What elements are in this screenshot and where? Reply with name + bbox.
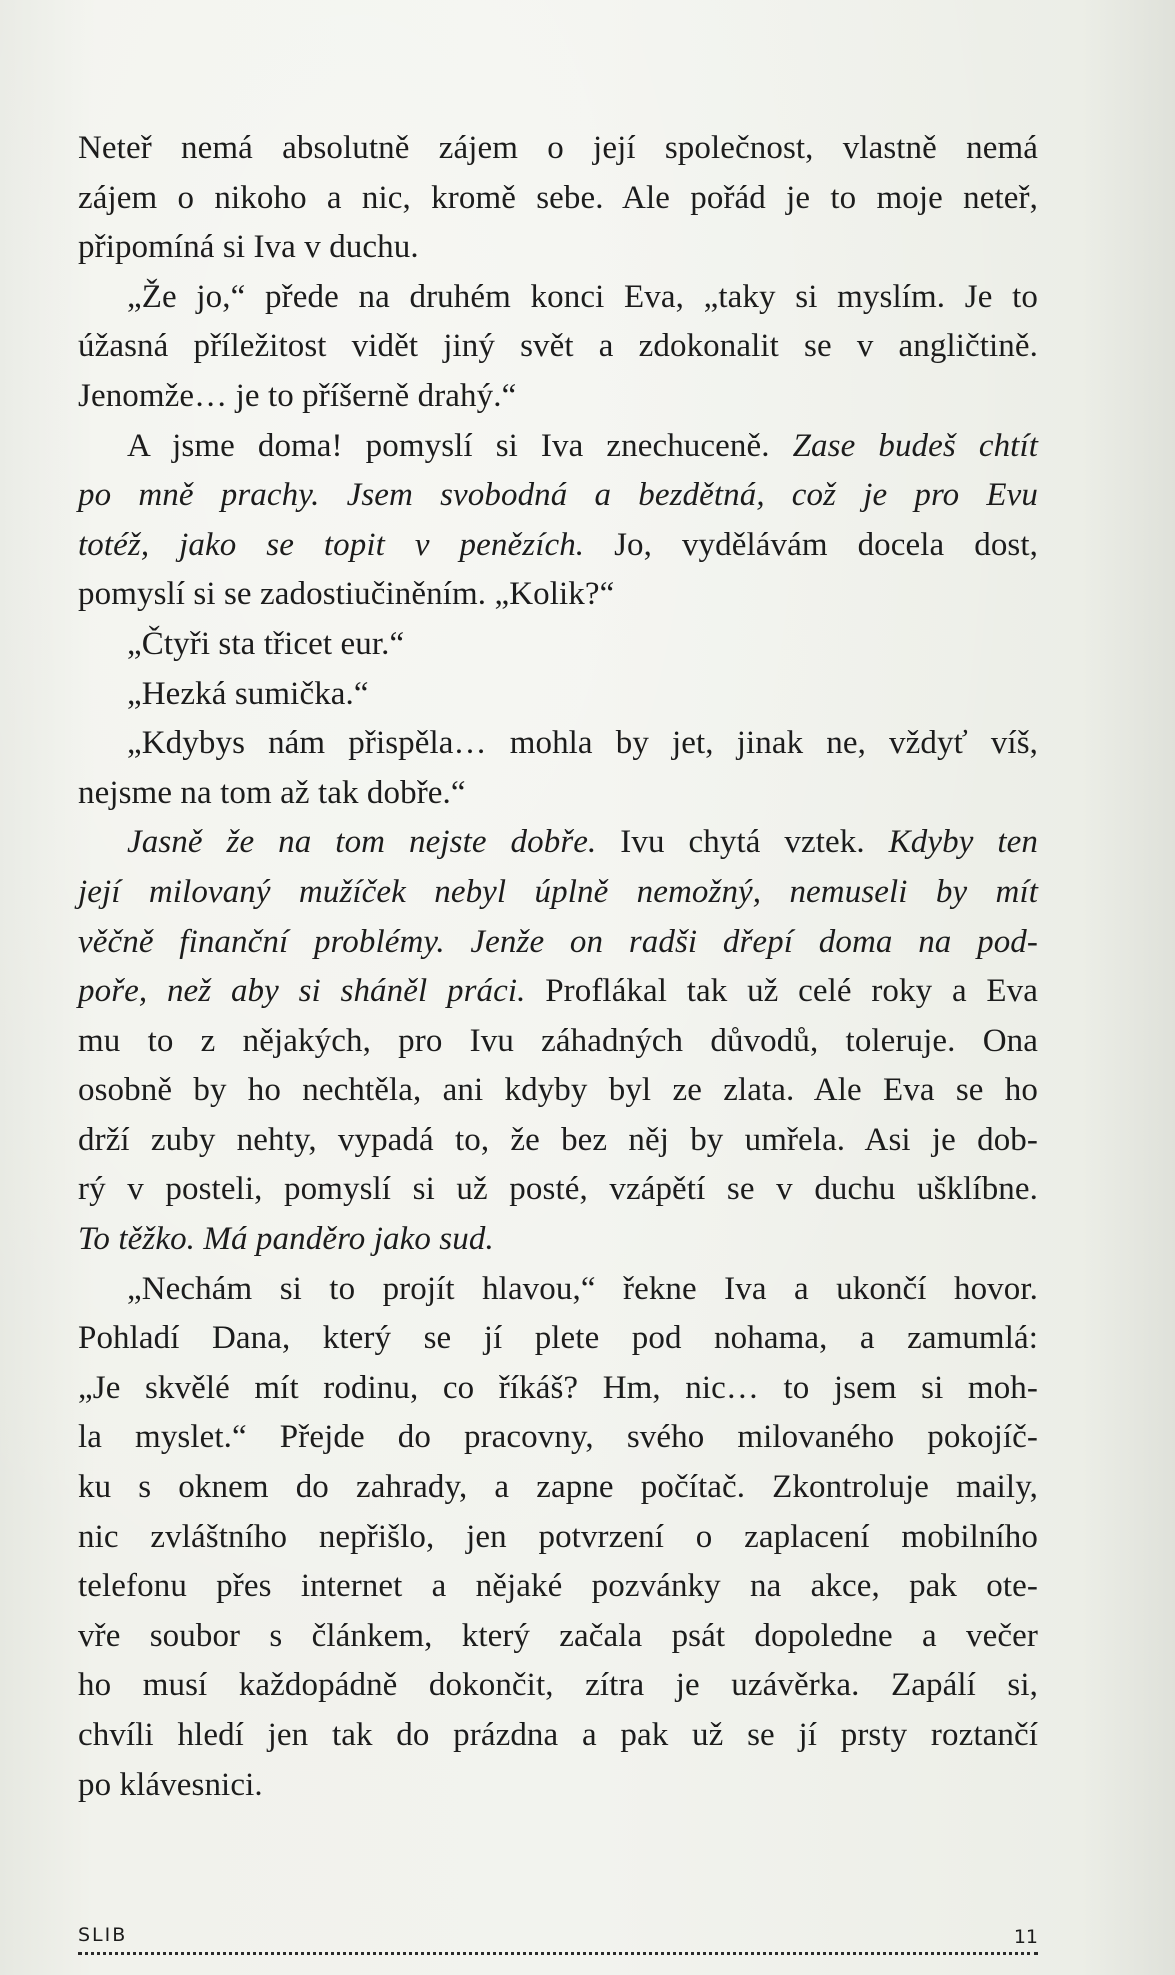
text-line-10: pomyslí si se zadostiučiněním. „Kolik?“ bbox=[78, 576, 615, 613]
text-line-16 bbox=[78, 868, 1038, 918]
text-line-18 bbox=[78, 967, 1038, 1017]
text-span-italic: věčně finanční problémy. Jenže on radši dřepí doma na pod- bbox=[78, 923, 1038, 960]
text-line-21: drží zuby nehty, vypadá to, že bez něj by umřela. Asi je dob- bbox=[78, 1121, 1038, 1158]
text-line-20: osobně by ho nechtěla, ani kdyby byl ze zlata. Ale Eva se ho bbox=[78, 1072, 1038, 1109]
text-line-7 bbox=[78, 422, 1038, 472]
text-line-15 bbox=[78, 818, 1038, 868]
text-line-12: „Hezká sumička.“ bbox=[127, 675, 369, 712]
text-line-1: Neteř nemá absolutně zájem o její společnost, vlastně nemá bbox=[78, 130, 1038, 166]
text-span-roman: A jsme doma! pomyslí si Iva znechuceně. bbox=[127, 427, 793, 464]
text-line-11: „Čtyři sta třicet eur.“ bbox=[127, 625, 405, 662]
text-line-5: úžasná příležitost vidět jiný svět a zdokonalit se v angličtině. bbox=[78, 328, 1038, 365]
text-line-17 bbox=[78, 918, 1038, 968]
text-line-26: „Je skvělé mít rodinu, co říkáš? Hm, nic… to jsem si moh- bbox=[78, 1369, 1038, 1406]
text-line-25: Pohladí Dana, který se jí plete pod nohama, a zamumlá: bbox=[78, 1320, 1038, 1357]
text-line-29: nic zvláštního nepřišlo, jen potvrzení o zaplacení mobilního bbox=[78, 1518, 1038, 1555]
text-line-28: ku s oknem do zahrady, a zapne počítač. Zkontroluje maily, bbox=[78, 1469, 1038, 1506]
text-line-3: připomíná si Iva v duchu. bbox=[78, 229, 419, 266]
text-span-italic: Jasně že na tom nejste dobře. bbox=[127, 824, 597, 861]
text-line-31: vře soubor s článkem, který začala psát dopoledne a večer bbox=[78, 1617, 1038, 1654]
text-span-italic: poře, než aby si sháněl práci. bbox=[78, 973, 526, 1010]
text-line-23 bbox=[78, 1215, 1038, 1265]
text-span-roman: Jo, vydělávám docela dost, bbox=[584, 526, 1038, 563]
text-span-italic: po mně prachy. Jsem svobodná a bezdětná, což je pro Evu bbox=[78, 477, 1038, 514]
running-title: SLIB bbox=[78, 1924, 128, 1946]
text-line-24: „Nechám si to projít hlavou,“ řekne Iva a ukončí hovor. bbox=[127, 1270, 1038, 1307]
text-line-6: Jenomže… je to příšerně drahý.“ bbox=[78, 377, 517, 414]
text-line-2: zájem o nikoho a nic, kromě sebe. Ale pořád je to moje neteř, bbox=[78, 179, 1038, 216]
text-line-32: ho musí každopádně dokončit, zítra je uzávěrka. Zapálí si, bbox=[78, 1667, 1038, 1704]
body-text bbox=[78, 124, 1038, 1810]
text-line-30: telefonu přes internet a nějaké pozvánky na akce, pak ote- bbox=[78, 1568, 1038, 1605]
text-span-italic: Kdyby ten bbox=[888, 824, 1038, 861]
text-line-13: „Kdybys nám přispěla… mohla by jet, jinak ne, vždyť víš, bbox=[127, 725, 1038, 762]
page-number: 11 bbox=[1013, 1926, 1038, 1948]
text-line-4: „Že jo,“ přede na druhém konci Eva, „taky si myslím. Je to bbox=[127, 278, 1038, 315]
text-span-roman: Proflákal tak už celé roky a Eva bbox=[525, 973, 1038, 1010]
text-span-italic: její milovaný mužíček nebyl úplně nemožný, nemuseli by mít bbox=[78, 873, 1038, 910]
text-span-roman: Ivu chytá vztek. bbox=[596, 824, 889, 861]
text-line-27: la myslet.“ Přejde do pracovny, svého milovaného pokojíč- bbox=[78, 1419, 1038, 1456]
text-span-italic: To těžko. Má panděro jako sud. bbox=[78, 1221, 494, 1258]
text-line-34: po klávesnici. bbox=[78, 1766, 263, 1803]
text-line-9 bbox=[78, 521, 1038, 571]
text-line-22: rý v posteli, pomyslí si už posté, vzápětí se v duchu ušklíbne. bbox=[78, 1171, 1038, 1208]
dotted-rule bbox=[78, 1952, 1038, 1955]
text-line-8 bbox=[78, 471, 1038, 521]
text-line-19: mu to z nějakých, pro Ivu záhadných důvodů, toleruje. Ona bbox=[78, 1022, 1038, 1059]
text-span-italic: Zase budeš chtít bbox=[792, 427, 1038, 464]
text-span-italic: totéž, jako se topit v penězích. bbox=[78, 526, 585, 563]
page-footer bbox=[78, 1924, 1038, 1954]
text-line-14: nejsme na tom až tak dobře.“ bbox=[78, 774, 466, 811]
text-line-33: chvíli hledí jen tak do prázdna a pak už se jí prsty roztančí bbox=[78, 1717, 1038, 1753]
